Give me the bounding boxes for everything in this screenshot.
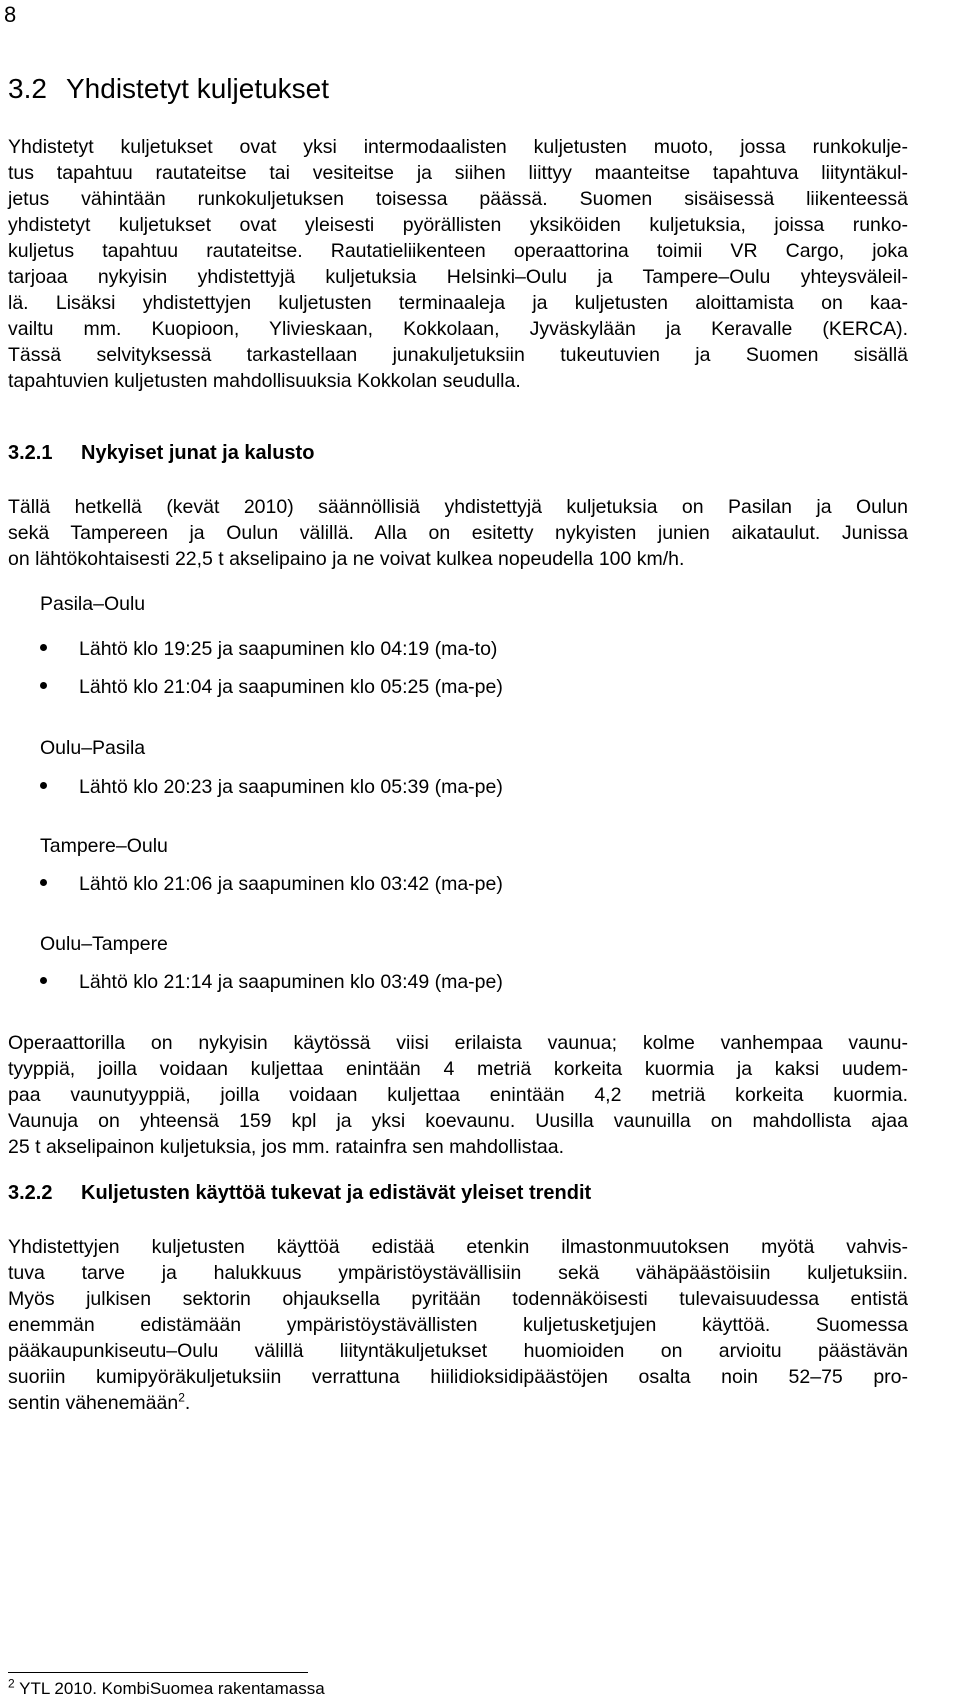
bullet-icon <box>40 977 47 984</box>
route-title: Oulu–Tampere <box>40 933 168 955</box>
footnote <box>8 1678 325 1700</box>
schedule-item: Lähtö klo 19:25 ja saapuminen klo 04:19 (ma-to) <box>40 636 497 662</box>
paragraph-line: on lähtökohtaisesti 22,5 t akselipaino ja ne voivat kulkea nopeudella 100 km/h. <box>8 548 685 570</box>
paragraph-line: Yhdistetyt kuljetukset ovat yksi intermodaalisten kuljetusten muoto, jossa runkokulje- <box>8 136 908 158</box>
paragraph-line: suoriin kumipyöräkuljetuksiin verrattuna hiilidioksidipäästöjen osalta noin 52–75 pro- <box>8 1366 908 1388</box>
footnote-reference[interactable]: 2 <box>178 1390 185 1405</box>
bullet-icon <box>40 782 47 789</box>
paragraph-line: jetus vähintään runkokuljetuksen toisessa päässä. Suomen sisäisessä liikenteessä <box>8 188 908 210</box>
schedule-item: Lähtö klo 20:23 ja saapuminen klo 05:39 (ma-pe) <box>40 774 503 800</box>
page-number: 8 <box>4 2 17 27</box>
paragraph-line: paa vaunutyyppiä, joilla voidaan kuljettaa enintään 4,2 metriä korkeita kuormia. <box>8 1084 908 1106</box>
bullet-icon <box>40 644 47 651</box>
paragraph-line: tapahtuvien kuljetusten mahdollisuuksia Kokkolan seudulla. <box>8 370 521 392</box>
paragraph-line: tarjoaa nykyisin yhdistettyjä kuljetuksia Helsinki–Oulu ja Tampere–Oulu yhteysväleil- <box>8 266 908 288</box>
footnote-separator <box>8 1672 308 1673</box>
paragraph-line: 25 t akselipainon kuljetuksia, jos mm. ratainfra sen mahdollistaa. <box>8 1136 565 1158</box>
paragraph-line: vailtu mm. Kuopioon, Ylivieskaan, Kokkolaan, Jyväskylään ja Keravalle (KERCA). <box>8 318 908 340</box>
paragraph-line: Tällä hetkellä (kevät 2010) säännöllisiä yhdistettyjä kuljetuksia on Pasilan ja Oulun <box>8 496 908 518</box>
paragraph-line: Tässä selvityksessä tarkastellaan junakuljetuksiin tukeutuvien ja Suomen sisällä <box>8 344 908 366</box>
route-title: Oulu–Pasila <box>40 737 146 759</box>
paragraph-line: kuljetus tapahtuu rautateitse. Rautatieliikenteen operaattorina toimii VR Cargo, joka <box>8 240 908 262</box>
schedule-item: Lähtö klo 21:14 ja saapuminen klo 03:49 (ma-pe) <box>40 969 503 995</box>
section-heading <box>8 72 329 106</box>
subsection-heading-3-2-2 <box>8 1180 591 1206</box>
paragraph-line: Myös julkisen sektorin ohjauksella pyritään todennäköisesti tulevaisuudessa entistä <box>8 1288 908 1310</box>
paragraph-line: Yhdistettyjen kuljetusten käyttöä edistää etenkin ilmastonmuutoksen myötä vahvis- <box>8 1236 908 1258</box>
rolling-stock-paragraph <box>8 1030 908 1160</box>
schedule-intro-paragraph <box>8 494 908 572</box>
bullet-icon <box>40 682 47 689</box>
route-title: Tampere–Oulu <box>40 835 168 857</box>
paragraph-line: Vaunuja on yhteensä 159 kpl ja yksi koevaunu. Uusilla vaunuilla on mahdollista ajaa <box>8 1110 908 1132</box>
paragraph-line: enemmän edistämään ympäristöystävällisten kuljetusketjujen käyttöä. Suomessa <box>8 1314 908 1336</box>
paragraph-line: tyyppiä, joilla voidaan kuljettaa enintään 4 metriä korkeita kuormia ja kaksi uudem- <box>8 1058 908 1080</box>
footnote-text: YTL 2010. KombiSuomea rakentamassa <box>19 1679 325 1698</box>
subsection-heading-3-2-1 <box>8 440 314 466</box>
subsection-title: Nykyiset junat ja kalusto <box>81 442 315 464</box>
route-title: Pasila–Oulu <box>40 593 146 615</box>
paragraph-line: lä. Lisäksi yhdistettyjen kuljetusten terminaaleja ja kuljetusten aloittamista on kaa- <box>8 292 908 314</box>
subsection-number: 3.2.2 <box>8 1182 53 1204</box>
section-number: 3.2 <box>8 73 47 104</box>
paragraph-line: tus tapahtuu rautateitse tai vesiteitse ja siihen liittyy maanteitse tapahtuva liityntäkul- <box>8 162 908 184</box>
paragraph-line: sentin vähenemään$^2$. <box>8 1390 191 1414</box>
paragraph-line: tuva tarve ja halukkuus ympäristöystävällisiin sekä vähäpäästöisiin kuljetuksiin. <box>8 1262 908 1284</box>
intro-paragraph <box>8 134 908 394</box>
footnote-mark: 2 <box>8 1676 15 1691</box>
paragraph-line: pääkaupunkiseutu–Oulu välillä liityntäkuljetukset huomioiden on arvioitu päästävän <box>8 1340 908 1362</box>
paragraph-line: Operaattorilla on nykyisin käytössä viisi erilaista vaunua; kolme vanhempaa vaunu- <box>8 1032 908 1054</box>
paragraph-line: sekä Tampereen ja Oulun välillä. Alla on esitetty nykyisten junien aikataulut. Junissa <box>8 522 908 544</box>
subsection-number: 3.2.1 <box>8 442 53 464</box>
subsection-title: Kuljetusten käyttöä tukevat ja edistävät yleiset trendit <box>81 1182 592 1204</box>
schedule-item: Lähtö klo 21:06 ja saapuminen klo 03:42 (ma-pe) <box>40 871 503 897</box>
paragraph-line: yhdistetyt kuljetukset ovat yleisesti pyörällisten yksiköiden kuljetuksia, joissa runko- <box>8 214 908 236</box>
schedule-item: Lähtö klo 21:04 ja saapuminen klo 05:25 (ma-pe) <box>40 674 503 700</box>
bullet-icon <box>40 879 47 886</box>
trends-paragraph <box>8 1234 908 1416</box>
section-title: Yhdistetyt kuljetukset <box>66 73 330 104</box>
